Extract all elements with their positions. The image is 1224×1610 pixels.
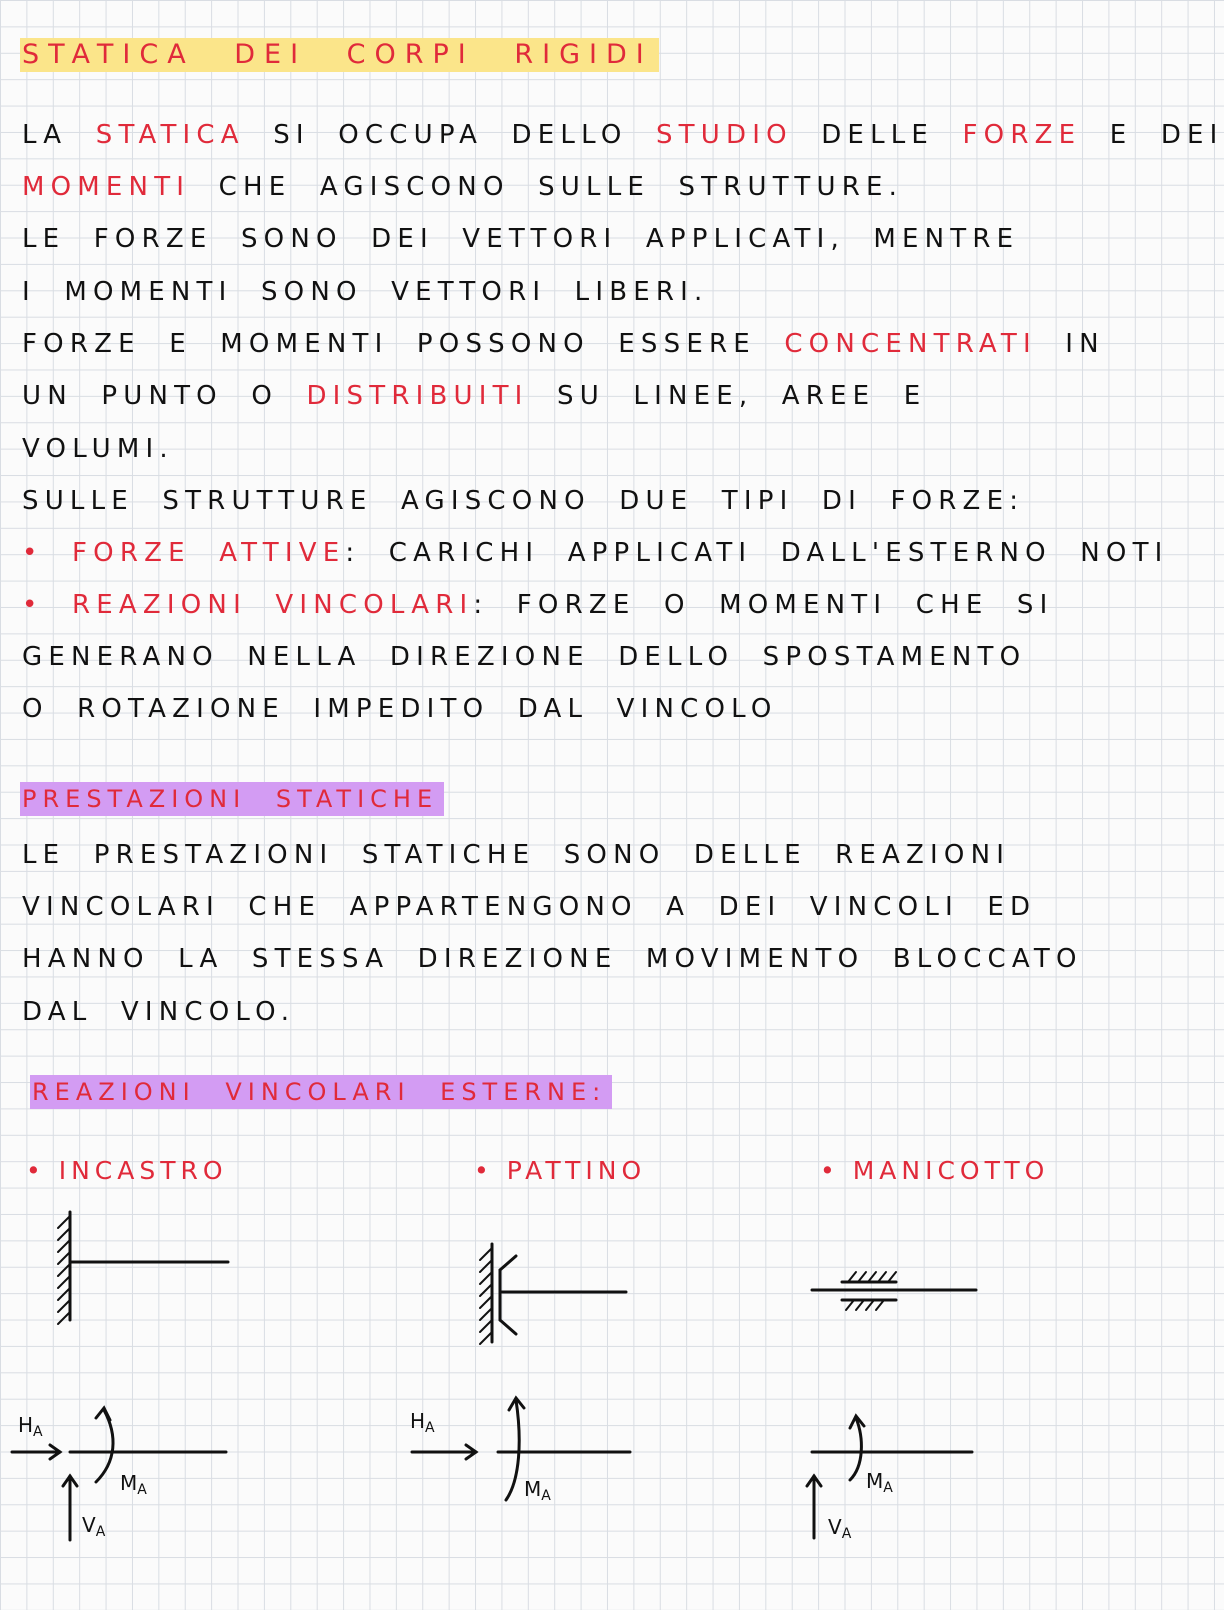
text-line: DAL VINCOLO.	[22, 997, 296, 1027]
text-line: GENERANO NELLA DIREZIONE DELLO SPOSTAMENTO	[22, 642, 1027, 672]
pattino-symbol	[480, 1244, 626, 1344]
text-line: I MOMENTI SONO VETTORI LIBERI.	[22, 277, 709, 307]
text-line: UN PUNTO O DISTRIBUITI SU LINEE, AREE E	[22, 381, 927, 411]
label-manicotto: • MANICOTTO	[820, 1156, 1050, 1185]
text-line: VOLUMI.	[22, 434, 174, 464]
label-ma-incastro: $M_A$	[120, 1471, 147, 1498]
text-line: FORZE E MOMENTI POSSONO ESSERE CONCENTRATI IN	[22, 329, 1105, 359]
label-ma-manicotto: $M_A$	[866, 1469, 893, 1496]
text-line: LE PRESTAZIONI STATICHE SONO DELLE REAZIONI	[22, 840, 1011, 870]
text-line: LA STATICA SI OCCUPA DELLO STUDIO DELLE FORZE E DEI	[22, 120, 1224, 150]
label-va-incastro: $V_A$	[82, 1513, 106, 1540]
incastro-symbol	[58, 1212, 228, 1324]
section-heading: REAZIONI VINCOLARI ESTERNE:	[30, 1075, 612, 1109]
text-line: • FORZE ATTIVE: CARICHI APPLICATI DALL'ESTERNO NOTI	[22, 538, 1169, 568]
text-line: • REAZIONI VINCOLARI: FORZE O MOMENTI CHE SI	[22, 590, 1054, 620]
text-line: VINCOLARI CHE APPARTENGONO A DEI VINCOLI ED	[22, 892, 1037, 922]
label-ha-pattino: $H_A$	[410, 1409, 435, 1436]
label-ha-incastro: $H_A$	[18, 1413, 43, 1440]
pattino-reactions	[412, 1398, 630, 1500]
text-line: MOMENTI CHE AGISCONO SULLE STRUTTURE.	[22, 172, 904, 202]
label-ma-pattino: $M_A$	[524, 1477, 551, 1504]
label-incastro: • INCASTRO	[26, 1156, 228, 1185]
text-line: O ROTAZIONE IMPEDITO DAL VINCOLO	[22, 694, 778, 724]
reaction-labels	[18, 1409, 893, 1542]
text-line: HANNO LA STESSA DIREZIONE MOVIMENTO BLOCCATO	[22, 944, 1083, 974]
text-line: LE FORZE SONO DEI VETTORI APPLICATI, MENTRE	[22, 224, 1020, 254]
text-line: SULLE STRUTTURE AGISCONO DUE TIPI DI FORZE:	[22, 486, 1025, 516]
label-pattino: • PATTINO	[474, 1156, 647, 1185]
incastro-reactions	[12, 1408, 226, 1540]
section-heading: PRESTAZIONI STATICHE	[20, 782, 444, 816]
manicotto-symbol	[812, 1272, 976, 1310]
page-title: STATICA DEI CORPI RIGIDI	[20, 38, 659, 72]
label-va-manicotto: $V_A$	[828, 1515, 852, 1542]
